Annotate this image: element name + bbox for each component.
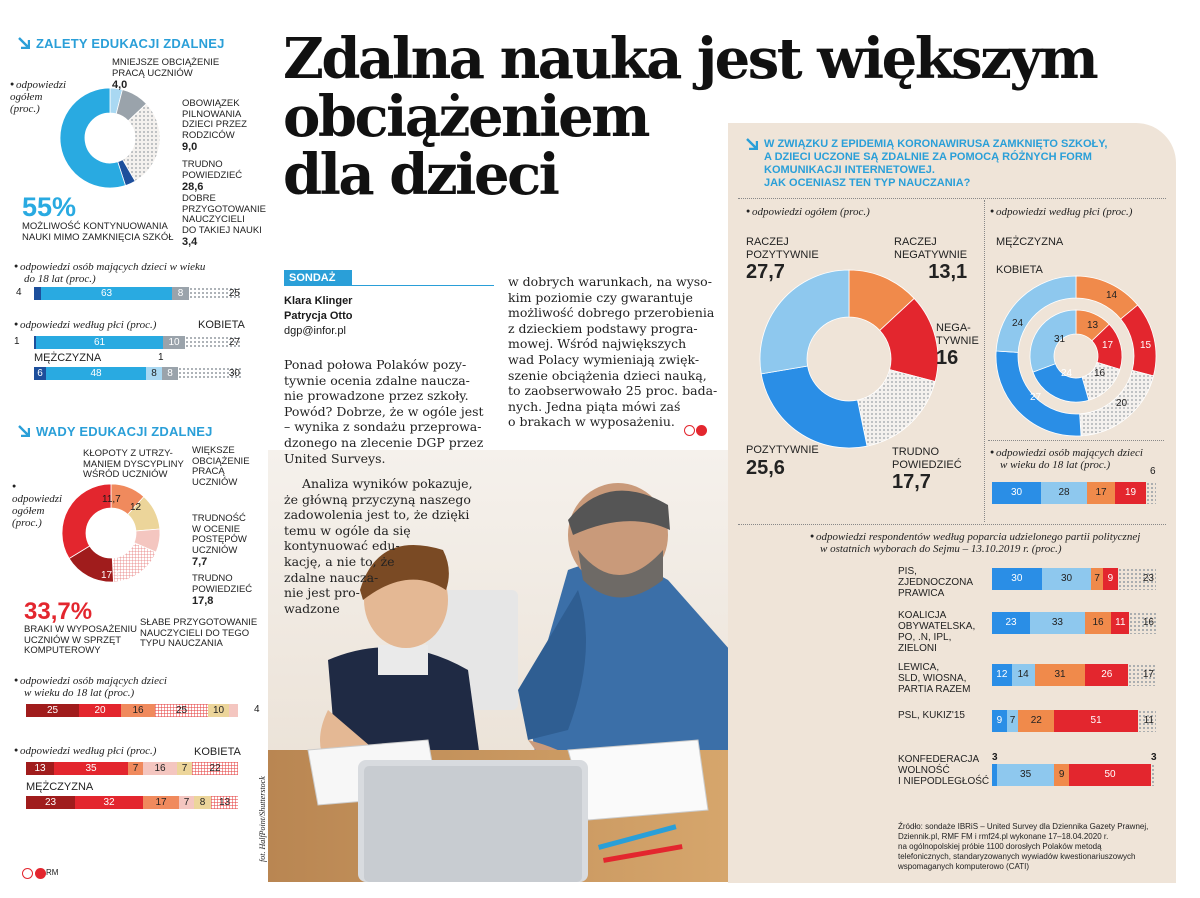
- wady-kob-bar: [26, 762, 238, 775]
- go15: 15: [1140, 340, 1152, 351]
- party-bar-segment: 30: [1042, 568, 1092, 590]
- wbb: UCZNIÓW W SPRZĘT: [24, 634, 122, 646]
- pkn-b: w wieku do 18 lat (proc.): [1000, 459, 1111, 471]
- article-line: – wynika z sondażu przeprowa-: [284, 419, 482, 435]
- ka: KŁOPOTY Z UTRZY-: [83, 448, 173, 459]
- seg: 8: [194, 796, 211, 809]
- rpb: POZYTYWNIE: [746, 248, 819, 261]
- wady-big-label: [24, 625, 137, 657]
- rnv: 13,1: [928, 261, 968, 283]
- tpb2: POWIEDZIEĆ: [892, 458, 962, 471]
- party-bar: [992, 764, 1156, 786]
- party-name-line: PO, .N, IPL,: [898, 632, 952, 643]
- l3b: POWIEDZIEĆ: [182, 169, 243, 181]
- seg: 6: [34, 367, 46, 380]
- l2c: DZIECI PRZEZ: [182, 119, 247, 130]
- party-name-line: PSL, KUKIZ'15: [898, 710, 965, 721]
- party-bar-segment: 16: [1129, 612, 1156, 634]
- article-line: że główną przyczyną naszego: [284, 491, 471, 507]
- rna: RACZEJ: [894, 236, 937, 248]
- panel-title: [746, 138, 1107, 190]
- party-name-line: I NIEPODLEGŁOŚĆ: [898, 776, 990, 787]
- seg: 22: [192, 762, 238, 775]
- panel-note-gender: ● odpowiedzi według płci (proc.): [990, 205, 1132, 218]
- seg: 8: [172, 287, 189, 300]
- seg: 32: [75, 796, 143, 809]
- panel-kids-note: [990, 446, 1143, 471]
- party-bar-segment: 51: [1054, 710, 1138, 732]
- panel-divider-top: [738, 198, 1166, 199]
- wb: OBCIĄŻENIE: [192, 455, 250, 467]
- article-line: szenie obciążenia dzieci nauką,: [508, 367, 707, 383]
- seg: 19: [1115, 482, 1146, 504]
- party-bar-segment: 17: [1128, 664, 1156, 686]
- author-2: Patrycja Otto: [284, 310, 353, 322]
- donut-slice-4: [760, 270, 849, 374]
- party-bar-segment: 16: [1085, 612, 1112, 634]
- article-line: nych. Jedna piąta mówi zaś: [508, 398, 681, 414]
- party-bar-segment: 9: [992, 710, 1007, 732]
- party-name-line: ZJEDNOCZONA: [898, 577, 973, 588]
- panel-divider-3: [738, 524, 1166, 525]
- party-bar-segment: 11: [1111, 612, 1129, 634]
- wady-kids-bar: [26, 704, 238, 717]
- tc: POSTĘPÓW: [192, 534, 247, 545]
- party-name-line: WOLNOŚĆ: [898, 765, 950, 776]
- seg: 23: [26, 796, 75, 809]
- party-bar-segment: 35: [997, 764, 1054, 786]
- party-name: [898, 662, 970, 695]
- party-name-line: LEWICA,: [898, 662, 940, 673]
- article-line: możliwość dobrego przerobienia: [508, 305, 715, 321]
- wady-in-b: 12: [130, 502, 142, 513]
- wady-note: ● odpowiedzi ogółem (proc.): [12, 480, 62, 529]
- article-line: z dzieckiem podstawy progra-: [508, 320, 698, 336]
- nv: 16: [936, 347, 959, 369]
- zalety-title-text: ZALETY EDUKACJI ZDALNEJ: [36, 36, 225, 51]
- pt2: A DZIECI UCZONE SĄ ZDALNIE ZA POMOCĄ RÓŻNYCH FORM: [764, 151, 1092, 163]
- wkn-a: odpowiedzi osób mających dzieci: [19, 675, 167, 687]
- party-name-line: SLD, WIOSNA,: [898, 673, 967, 684]
- seg: 7: [179, 796, 194, 809]
- article-col-2: [284, 476, 496, 616]
- arrow-down-right-icon: [746, 138, 758, 150]
- zalety-kob-pre: 1: [14, 336, 20, 347]
- pa: POZYTYWNIE: [746, 444, 819, 456]
- wbc: KOMPUTEROWY: [24, 645, 101, 656]
- article-line: United Surveys.: [284, 450, 386, 466]
- rpv: 27,7: [746, 261, 785, 283]
- party-name-line: KONFEDERACJA: [898, 754, 980, 765]
- source-line: wspomaganych komputerowo (CATI): [898, 862, 1030, 871]
- seg: 10: [163, 336, 185, 349]
- zalety-kids-note: [14, 260, 254, 285]
- zalety-mez-above: 1: [158, 352, 164, 363]
- panel-divider-mid: [984, 200, 985, 522]
- party-bar-segment: 30: [992, 568, 1042, 590]
- kn-a: odpowiedzi osób mających dzieci w wieku: [19, 261, 206, 273]
- party-bar-segment: 7: [1007, 710, 1018, 732]
- seg: 10: [208, 704, 229, 717]
- l4v: 3,4: [182, 236, 198, 248]
- panel-lbl-poz: [746, 444, 819, 479]
- seg: 25: [155, 704, 208, 717]
- party-bar: [992, 710, 1156, 732]
- party-bar-segment: 11: [1138, 710, 1156, 732]
- party-name: [898, 710, 965, 721]
- party-bar-segment: 23: [992, 612, 1030, 634]
- ppn-a: odpowiedzi respondentów według poparcia udzielonego partii politycznej: [815, 531, 1141, 543]
- article-line: o brakach w wyposażeniu.: [508, 414, 675, 430]
- party-bar-segment: 14: [1012, 664, 1035, 686]
- seg: 30: [992, 482, 1041, 504]
- wady-label-slabe: [140, 618, 257, 650]
- zalety-gender-note: ● odpowiedzi według płci (proc.): [14, 318, 156, 331]
- article-line: zdalne naucza-: [284, 569, 379, 585]
- party-bar-segment: 33: [1030, 612, 1085, 634]
- party-name-line: PIS,: [898, 566, 917, 577]
- seg: 16: [121, 704, 155, 717]
- article-col-3: [508, 274, 720, 430]
- party-bar-segment: 50: [1069, 764, 1151, 786]
- wc: PRACĄ: [192, 466, 225, 477]
- party-bar-segment: 12: [992, 664, 1012, 686]
- seg: 63: [41, 287, 172, 300]
- party-above-left: 3: [992, 752, 998, 763]
- zalety-note: ● odpowiedzi ogółem (proc.): [10, 78, 70, 115]
- party-bar: [992, 664, 1156, 686]
- seg: 20: [79, 704, 121, 717]
- wa: WIĘKSZE: [192, 445, 235, 456]
- dgp-logo: [22, 868, 46, 879]
- article-line: nie jest pro-: [284, 585, 360, 601]
- seg: 48: [46, 367, 146, 380]
- gi16: 16: [1094, 368, 1106, 379]
- tpa2: TRUDNO: [892, 446, 940, 458]
- source-line: Dziennik.pl, RMF FM i rmf24.pl wykonane 17–18.04.2020 r.: [898, 832, 1109, 841]
- panel-donut: [758, 268, 940, 450]
- tpb: POWIEDZIEĆ: [192, 583, 253, 595]
- wba: BRAKI W WYPOSAŻENIU: [24, 624, 137, 635]
- go24: 24: [1012, 318, 1024, 329]
- pv: 25,6: [746, 456, 785, 479]
- article-line: wadzone: [284, 600, 340, 616]
- seg: 35: [54, 762, 128, 775]
- wkn-b: w wieku do 18 lat (proc.): [24, 687, 135, 699]
- gender-kobieta: KOBIETA: [996, 264, 1043, 276]
- article-line: kację, a nie to, że: [284, 553, 395, 569]
- party-bar: [992, 612, 1156, 634]
- wady-label-trudnosc: [192, 514, 247, 568]
- wady-label-klopoty: [83, 449, 184, 481]
- l4d: DO TAKIEJ NAUKI: [182, 224, 262, 236]
- tv: 7,7: [192, 556, 208, 568]
- tpa: TRUDNO: [192, 573, 233, 584]
- pt3: KOMUNIKACJI INTERNETOWEJ.: [764, 164, 935, 176]
- seg: [34, 287, 41, 300]
- article-line: to zaobserwowało 25 proc. badа-: [508, 383, 718, 399]
- wady-in-a: 11,7: [102, 494, 121, 505]
- panel-source: [898, 822, 1148, 872]
- party-bar-segment: 26: [1085, 664, 1128, 686]
- party-above-right: 3: [1151, 752, 1157, 763]
- party-name-line: PRAWICA: [898, 588, 945, 599]
- wady-mez-bar: [26, 796, 238, 809]
- zalety-label-2: [182, 99, 247, 153]
- zalety-kobieta: KOBIETA: [198, 319, 245, 331]
- article-line: temu w ogóle da się: [284, 522, 411, 538]
- wady-kids-note: [14, 674, 254, 699]
- seg: [229, 704, 238, 717]
- seg: 17: [143, 796, 179, 809]
- article-line: kontynuować edu-: [284, 538, 400, 554]
- article-line: Powód? Dobrze, że w ogóle jest: [284, 403, 484, 419]
- kb: MANIEM DYSCYPLINY: [83, 458, 184, 470]
- wady-big-pct: 33,7%: [24, 598, 93, 625]
- panel-party-note: [810, 530, 1170, 555]
- big-b: NAUKI MIMO ZAMKNIĘCIA SZKÓŁ: [22, 231, 174, 243]
- l2a: OBOWIĄZEK: [182, 98, 240, 109]
- rpa: RACZEJ: [746, 236, 789, 248]
- headline-line-3: dla dzieci: [283, 142, 558, 208]
- l4c: NAUCZYCIELI: [182, 214, 245, 225]
- headline-line-2: obciążeniem: [283, 84, 648, 150]
- footer-initials: RM: [46, 868, 59, 877]
- photo-credit: fot. HalfPoint/Shutterstock: [258, 776, 267, 862]
- article-col-1: [284, 357, 496, 466]
- l2b: PILNOWANIA: [182, 108, 242, 120]
- big-a: MOŻLIWOŚĆ KONTYNUOWANIA: [22, 221, 168, 232]
- zalety-mezczyzna: MĘŻCZYZNA: [34, 352, 102, 364]
- party-name-line: PARTIA RAZEM: [898, 684, 971, 695]
- tpv: 17,8: [192, 595, 214, 607]
- panel-lbl-raczej-neg: [894, 236, 967, 283]
- article-line: mowej. Wśród największych: [508, 336, 687, 352]
- wady-title: [18, 424, 213, 439]
- seg: 17: [1087, 482, 1115, 504]
- article-line: wad Polacy wymieniają zwięk-: [508, 351, 700, 367]
- zalety-title: [18, 36, 225, 51]
- panel-kids-above: 6: [1150, 466, 1156, 477]
- wd: UCZNIÓW: [192, 476, 238, 488]
- article-line: kim poziomie czy gwarantuje: [508, 289, 693, 305]
- pt1: W ZWIĄZKU Z EPIDEMIĄ KORONAWIRUSA ZAMKNIĘTO SZKOŁY,: [764, 138, 1108, 150]
- donut-slice-4: [1030, 310, 1076, 372]
- seg: 16: [143, 762, 177, 775]
- seg: 61: [36, 336, 163, 349]
- seg: 13: [26, 762, 54, 775]
- l4a: DOBRE: [182, 193, 216, 204]
- arrow-down-right-icon: [18, 425, 30, 437]
- wady-title-text: WADY EDUKACJI ZDALNEJ: [36, 424, 213, 439]
- seg: 25: [26, 704, 79, 717]
- kn-b: do 18 lat (proc.): [24, 273, 96, 285]
- go27: 27: [1030, 392, 1042, 403]
- party-name: [898, 754, 989, 787]
- article-line: Analiza wyników pokazuje,: [302, 476, 473, 491]
- zalety-kob-bar: [34, 336, 242, 349]
- zalety-mez-bar: [34, 367, 242, 380]
- party-bar-segment: 22: [1018, 710, 1054, 732]
- seg: 7: [128, 762, 143, 775]
- zalety-kids-pre: 4: [16, 287, 22, 298]
- sondaz-rule: [352, 285, 494, 286]
- arrow-down-right-icon: [18, 37, 30, 49]
- zalety-big-pct: 55%: [22, 192, 77, 222]
- go14: 14: [1106, 290, 1118, 301]
- panel-divider-2: [988, 440, 1164, 441]
- panel-lbl-raczej-poz: [746, 236, 819, 283]
- go20: 20: [1116, 398, 1128, 409]
- seg: 30: [178, 367, 242, 380]
- seg: 25: [189, 287, 242, 300]
- seg: 13: [211, 796, 238, 809]
- gender-mezczyzna: MĘŻCZYZNA: [996, 236, 1064, 248]
- seg: 28: [1041, 482, 1087, 504]
- ppn-b: w ostatnich wyborach do Sejmu – 13.10.2019 r. (proc.): [820, 543, 1062, 555]
- donut-slice-2: [858, 370, 936, 447]
- zalety-big-label: [22, 222, 174, 243]
- tb: W OCENIE: [192, 523, 241, 535]
- headline-line-1: Zdalna nauka jest większym: [283, 26, 1097, 92]
- source-line: telefonicznych, standaryzowanych wywiadów kwestionariuszowych: [898, 852, 1136, 861]
- l4b: PRZYGOTOWANIE: [182, 203, 266, 215]
- tpv2: 17,7: [892, 471, 931, 493]
- seg: 8: [162, 367, 178, 380]
- party-bar-segment: 9: [1103, 568, 1118, 590]
- pt4: JAK OCENIASZ TEN TYP NAUCZANIA?: [764, 177, 971, 189]
- l2d: RODZICÓW: [182, 129, 235, 141]
- party-bar-segment: 7: [1091, 568, 1103, 590]
- source-line: Źródło: sondaże IBRiS – United Survey dla Dziennika Gazety Prawnej,: [898, 822, 1149, 831]
- wady-kobieta: KOBIETA: [194, 746, 241, 758]
- wady-in-c: 17,1: [101, 570, 121, 581]
- party-name-line: KOALICJA: [898, 610, 947, 621]
- party-name-line: OBYWATELSKA,: [898, 621, 976, 632]
- zalety-kids-bar: [34, 287, 242, 300]
- ta: TRUDNOŚĆ: [192, 513, 246, 524]
- gi13: 13: [1087, 320, 1099, 331]
- sb: NAUCZYCIELI DO TEGO: [140, 627, 250, 639]
- l1v: 4,0: [112, 79, 128, 91]
- author-1: Klara Klinger: [284, 295, 353, 307]
- party-bar-segment: 9: [1054, 764, 1069, 786]
- sondaz-tag: SONDAŻ: [284, 270, 352, 286]
- article-line: dzonego na zlecenie DGP przez: [284, 434, 484, 450]
- party-bar-segment: [1151, 764, 1156, 786]
- pkn-a: odpowiedzi osób mających dzieci: [995, 447, 1143, 459]
- wady-label-trudno: [192, 574, 252, 607]
- byline: [284, 294, 352, 339]
- seg: 27: [185, 336, 242, 349]
- nb: TYWNIE: [936, 334, 979, 347]
- rnb: NEGATYWNIE: [894, 248, 968, 261]
- zalety-label-4: [182, 194, 266, 248]
- l3v: 28,6: [182, 181, 204, 193]
- sc: TYPU NAUCZANIA: [140, 638, 223, 649]
- na: NEGA-: [936, 322, 971, 334]
- td: UCZNIÓW: [192, 544, 238, 556]
- panel-lbl-trudno: [892, 446, 962, 493]
- l3a: TRUDNO: [182, 159, 223, 170]
- source-line: na ogólnopolskiej próbie 1100 dorosłych Polaków metodą: [898, 842, 1102, 851]
- seg: 8: [146, 367, 162, 380]
- wady-mezczyzna: MĘŻCZYZNA: [26, 781, 94, 793]
- party-name-line: ZIELONI: [898, 643, 937, 654]
- gi17: 17: [1102, 340, 1114, 351]
- wady-gender-note: ● odpowiedzi według płci (proc.): [14, 744, 156, 757]
- seg: 7: [177, 762, 192, 775]
- donut-slice-3: [761, 366, 867, 448]
- panel-note-all: ● odpowiedzi ogółem (proc.): [746, 205, 870, 218]
- l2v: 9,0: [182, 141, 198, 153]
- party-bar-segment: 23: [1118, 568, 1156, 590]
- zalety-donut: [58, 86, 162, 190]
- article-line: tywnie ocenia zdalne naucza-: [284, 372, 470, 388]
- party-name: [898, 610, 975, 654]
- zalety-label-3: [182, 160, 242, 193]
- party-bar: [992, 568, 1156, 590]
- article-line: w dobrych warunkach, na wyso-: [508, 274, 712, 289]
- l1b: PRACĄ UCZNIÓW: [112, 67, 193, 79]
- seg: [1146, 482, 1156, 504]
- kc: WŚRÓD UCZNIÓW: [83, 469, 168, 480]
- author-email: dgp@infor.pl: [284, 325, 346, 337]
- sa: SŁABE PRZYGOTOWANIE: [140, 617, 258, 628]
- gender-donut: [994, 274, 1158, 438]
- wady-label-wieksze: [192, 446, 250, 488]
- article-line: nie prowadzone przez szkoły.: [284, 388, 469, 404]
- gi24: 24: [1061, 368, 1073, 379]
- panel-kids-bar: [992, 482, 1156, 504]
- l1a: MNIEJSZE OBCIĄŻENIE: [112, 57, 220, 68]
- party-name: [898, 566, 973, 599]
- zalety-label-1: [112, 58, 219, 91]
- gi31: 31: [1054, 334, 1066, 345]
- end-logo-icon: [684, 425, 707, 436]
- article-line: zadowolenia jest to, że dzięki: [284, 507, 470, 523]
- wady-kids-post: 4: [254, 704, 260, 715]
- party-bar-segment: 31: [1035, 664, 1086, 686]
- article-line: Ponad połowa Polaków pozy-: [284, 357, 467, 372]
- panel-lbl-neg: [936, 322, 979, 369]
